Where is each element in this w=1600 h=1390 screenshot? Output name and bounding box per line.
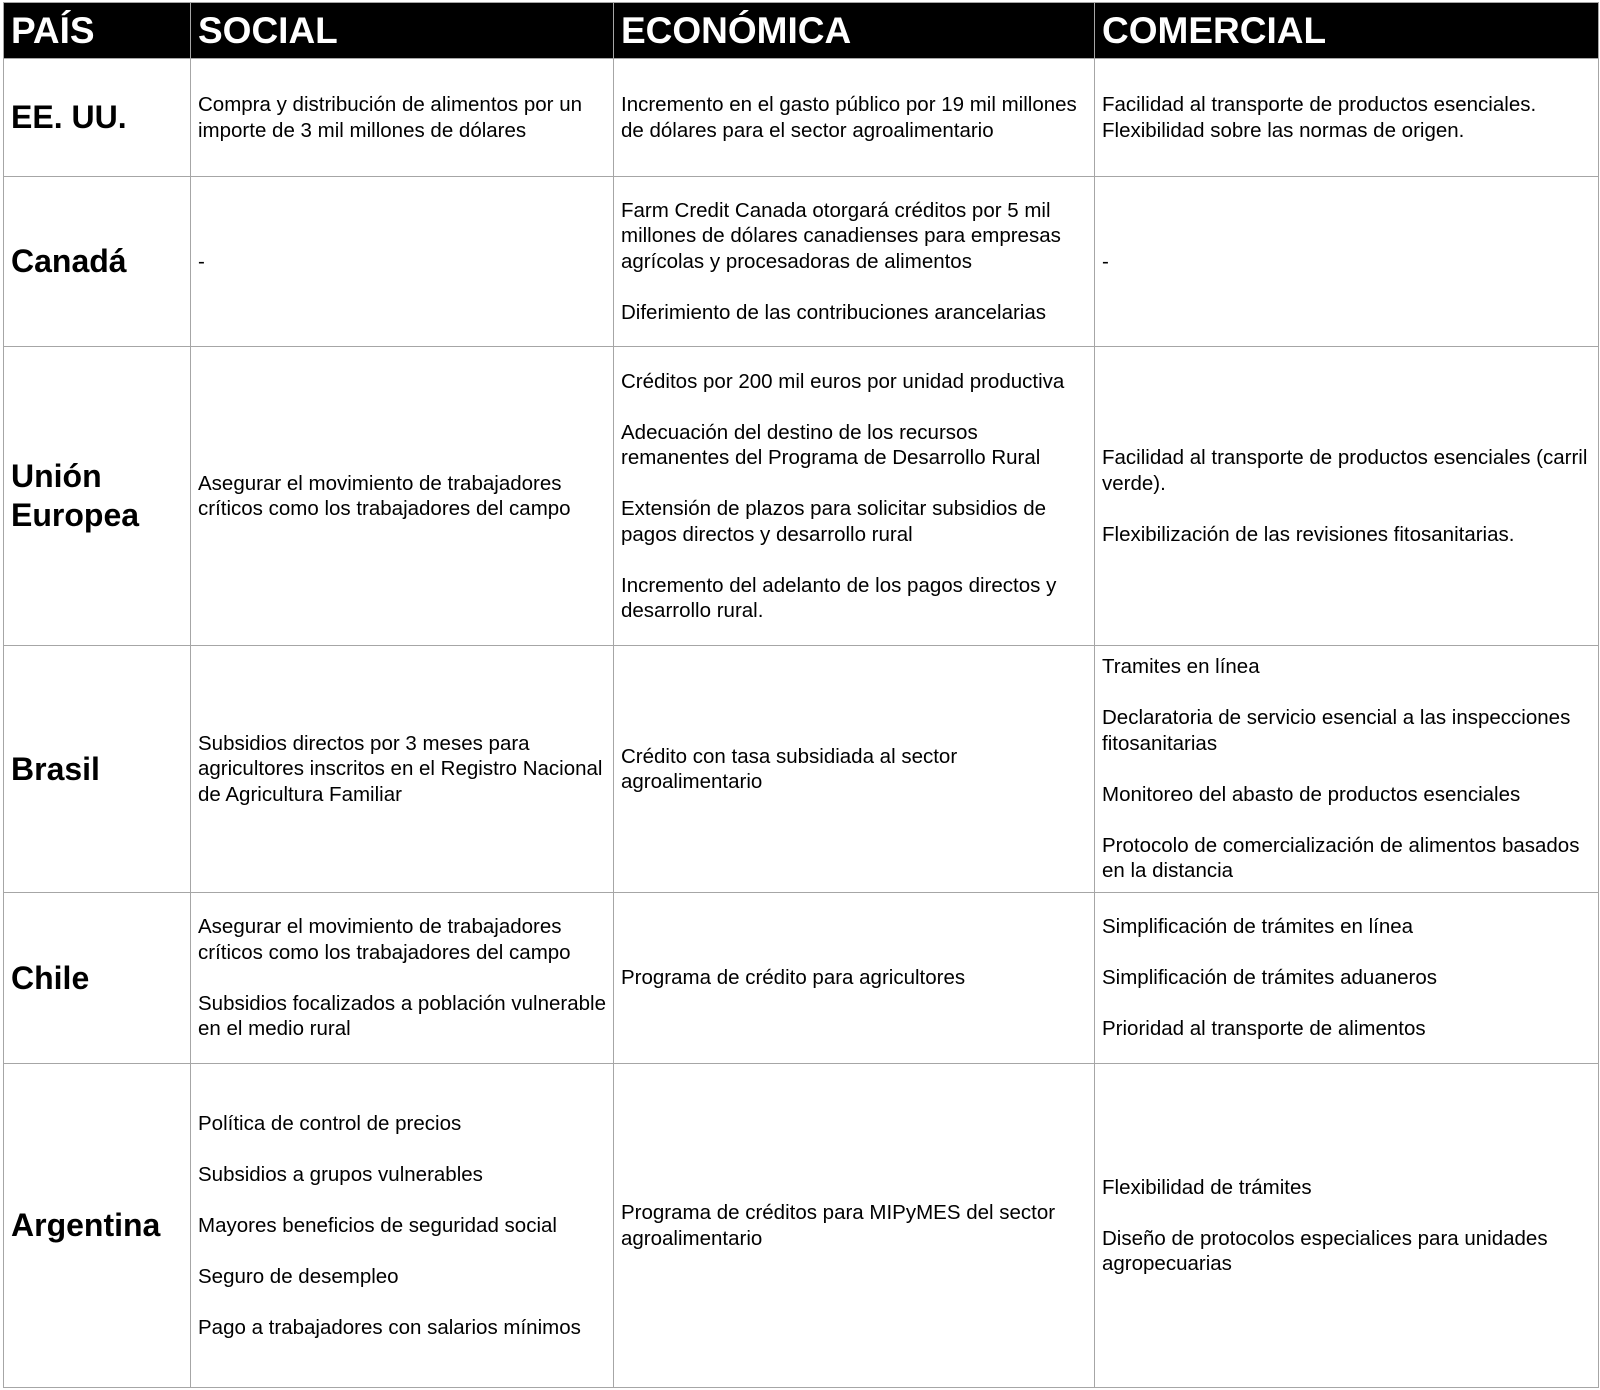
comercial-cell [1095,177,1599,347]
social-cell [191,347,614,646]
measure-item: Flexibilización de las revisiones fitosanitarias. [1102,522,1515,546]
measure-item: Extensión de plazos para solicitar subsidios de pagos directos y desarrollo rural [621,497,1047,546]
measure-item: Asegurar el movimiento de trabajadores críticos como los trabajadores del campo [198,471,571,520]
table-row [4,59,1599,177]
country-cell: EE. UU. [4,59,191,177]
measure-item: Facilidad al transporte de productos esenciales. Flexibilidad sobre las normas de origen. [1102,93,1537,142]
measure-item: Subsidios a grupos vulnerables [198,1162,483,1186]
measure-item: Simplificación de trámites aduaneros [1102,966,1437,990]
country-cell: Argentina [4,1064,191,1388]
comercial-cell [1095,893,1599,1064]
measure-item: Flexibilidad de trámites [1102,1175,1312,1199]
country-cell: Chile [4,893,191,1064]
measure-item: Mayores beneficios de seguridad social [198,1213,557,1237]
measure-item: Seguro de desempleo [198,1264,399,1288]
measure-item: Créditos por 200 mil euros por unidad productiva [621,369,1065,393]
comercial-cell [1095,1064,1599,1388]
table-row [4,646,1599,893]
economica-cell [614,347,1095,646]
economica-cell [614,177,1095,347]
measure-item: Tramites en línea [1102,655,1260,679]
policy-comparison-table [3,2,1599,1388]
measure-item: Diferimiento de las contribuciones arancelarias [621,300,1047,324]
measure-item: Prioridad al transporte de alimentos [1102,1017,1426,1041]
measure-item: - [1102,249,1109,273]
social-cell [191,646,614,893]
measure-item: Adecuación del destino de los recursos remanentes del Programa de Desarrollo Rural [621,420,1041,469]
comercial-cell [1095,646,1599,893]
social-cell [191,59,614,177]
measure-item: Protocolo de comercialización de alimentos basados en la distancia [1102,833,1580,883]
table-header [4,3,1599,59]
social-cell [191,893,614,1064]
economica-cell [614,646,1095,893]
table-row [4,1064,1599,1388]
country-cell: Brasil [4,646,191,893]
social-cell [191,177,614,347]
table-row [4,347,1599,646]
table-row [4,177,1599,347]
measure-item: Crédito con tasa subsidiada al sector agroalimentario [621,744,958,793]
measure-item: Incremento del adelanto de los pagos directos y desarrollo rural. [621,573,1057,622]
header-economica: ECONÓMICA [614,3,1095,59]
header-social: SOCIAL [191,3,614,59]
header-comercial: COMERCIAL [1095,3,1599,59]
header-pais: PAÍS [4,3,191,59]
header-row [4,3,1599,59]
measure-item: Declaratoria de servicio esencial a las inspecciones fitosanitarias [1102,706,1571,755]
measure-item: - [198,249,205,273]
measure-item: Monitoreo del abasto de productos esenciales [1102,782,1521,806]
table-row [4,893,1599,1064]
measure-item: Subsidios directos por 3 meses para agricultores inscritos en el Registro Nacional de Agricultura Familiar [198,731,603,806]
measure-item: Facilidad al transporte de productos esenciales (carril verde). [1102,446,1588,495]
country-cell: Unión Europea [4,347,191,646]
measure-item: Programa de créditos para MIPyMES del sector agroalimentario [621,1201,1056,1250]
comercial-cell [1095,347,1599,646]
economica-cell [614,59,1095,177]
measure-item: Farm Credit Canada otorgará créditos por 5 mil millones de dólares canadienses para empresas agrícolas y procesadoras de alimentos [621,198,1061,273]
measure-item: Incremento en el gasto público por 19 mil millones de dólares para el sector agroalimentario [621,93,1077,142]
measure-item: Programa de crédito para agricultores [621,966,966,990]
measure-item: Compra y distribución de alimentos por un importe de 3 mil millones de dólares [198,93,582,142]
economica-cell [614,1064,1095,1388]
social-cell [191,1064,614,1388]
measure-item: Pago a trabajadores con salarios mínimos [198,1315,581,1339]
measure-item: Simplificación de trámites en línea [1102,915,1414,939]
economica-cell [614,893,1095,1064]
country-cell: Canadá [4,177,191,347]
measure-item: Asegurar el movimiento de trabajadores críticos como los trabajadores del campo [198,915,571,964]
comercial-cell [1095,59,1599,177]
table-body [4,59,1599,1388]
measure-item: Política de control de precios [198,1111,462,1135]
measure-item: Diseño de protocolos especialices para unidades agropecuarias [1102,1226,1548,1275]
measure-item: Subsidios focalizados a población vulnerable en el medio rural [198,991,606,1041]
